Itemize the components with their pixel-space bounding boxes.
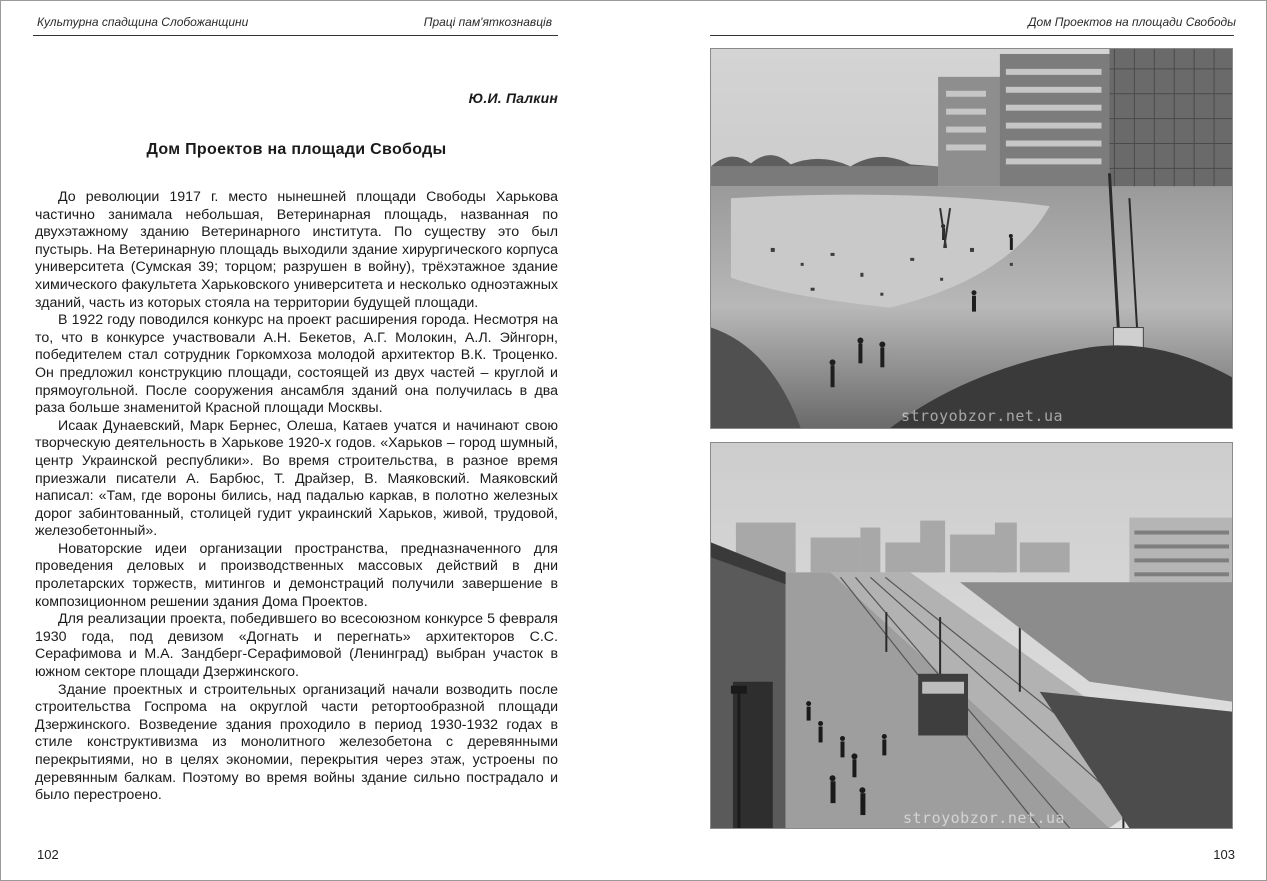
- paragraph: До революции 1917 г. место нынешней площади Свободы Харькова частично занимала небольшая, Ветеринарная площадь, названная по двухэтажному зданию Ветеринарного института. По существу это был пустырь. На Ветеринарную площадь выходили здание хирургического корпуса университета (Сумская 39; торцом; разрушен в войну), трёхэтажное здание химического факультета Харьковского университета и несколько одноэтажных зданий, часть из которых стояла на территории будущей площади.: [35, 189, 558, 311]
- paragraph: Исаак Дунаевский, Марк Бернес, Олеша, Катаев учатся и начинают свою творческую деятельность в Харькове 1920-х годов. «Харьков – город шумный, центр Украинской республики». Во время строительства, в разное время приезжали писатели А. Барбюс, Т. Драйзер, В. Маяковский. Маяковский написал: «Там, где вороны бились, над падалью каркав, в полотно железных дорог забинтованный, столицей гудит украинский Харьков, живой, трудовой, железобетонный».: [35, 417, 558, 540]
- header-rule: [710, 35, 1234, 36]
- right-page: [634, 1, 1267, 881]
- author-name: Ю.И. Палкин: [468, 90, 558, 106]
- construction-photo-image: [711, 49, 1232, 428]
- running-head: Дом Проектов на площади Свободы: [1028, 15, 1236, 29]
- street-photo: [710, 442, 1233, 829]
- left-page: [1, 1, 634, 881]
- article-title: Дом Проектов на площади Свободы: [146, 141, 447, 158]
- page-number-left: 102: [37, 847, 59, 862]
- running-head-right: Праці пам'яткознавців: [423, 15, 552, 29]
- construction-photo: [710, 48, 1233, 429]
- running-head-left: Культурна спадщина Слобожанщини: [37, 15, 249, 29]
- photo-watermark: stroyobzor.net.ua: [901, 407, 1064, 425]
- paragraph: В 1922 году поводился конкурс на проект расширения города. Несмотря на то, что в конкурсе участвовали А.Н. Бекетов, А.Г. Молокин, А.Л. Эйнгорн, победителем стал сотрудник Горкомхоза молодой архитектор В.К. Троценко. Он предложил конструкцию площади, состоящей из двух частей – круглой и прямоугольной. После сооружения ансамбля зданий она получилась в два раза больше знаменитой Красной площади Москвы.: [35, 312, 558, 417]
- page-number-right: 103: [1213, 847, 1235, 862]
- article-body: [35, 189, 558, 805]
- street-photo-image: [711, 443, 1232, 828]
- paragraph: Для реализации проекта, победившего во всесоюзном конкурсе 5 февраля 1930 года, под девизом «Догнать и перегнать» архитекторов С.С. Серафимова и М.А. Зандберг-Серафимовой (Ленинград) выбран участок в южном секторе площади Дзержинского.: [35, 611, 558, 681]
- paragraph: Новаторские идеи организации пространства, предназначенного для проведения деловых и производственных массовых действий в дни пролетарских торжеств, митингов и демонстраций получили завершение в композиционном решении здания Дома Проектов.: [35, 540, 558, 610]
- header-rule: [33, 35, 558, 36]
- photo-watermark: stroyobzor.net.ua: [903, 809, 1066, 827]
- paragraph: Здание проектных и строительных организаций начали возводить после строительства Госпрома на округлой части ретортообразной площади Дзержинского. Возведение здания проходило в период 1930-1932 годах в стиле конструктивизма из монолитного железобетона с деревянными перекрытиями, но в целях экономии, перекрытия через этаж, устроены по деревянным балкам. Поэтому во время войны здание сильно пострадало и было перестроено.: [35, 681, 558, 804]
